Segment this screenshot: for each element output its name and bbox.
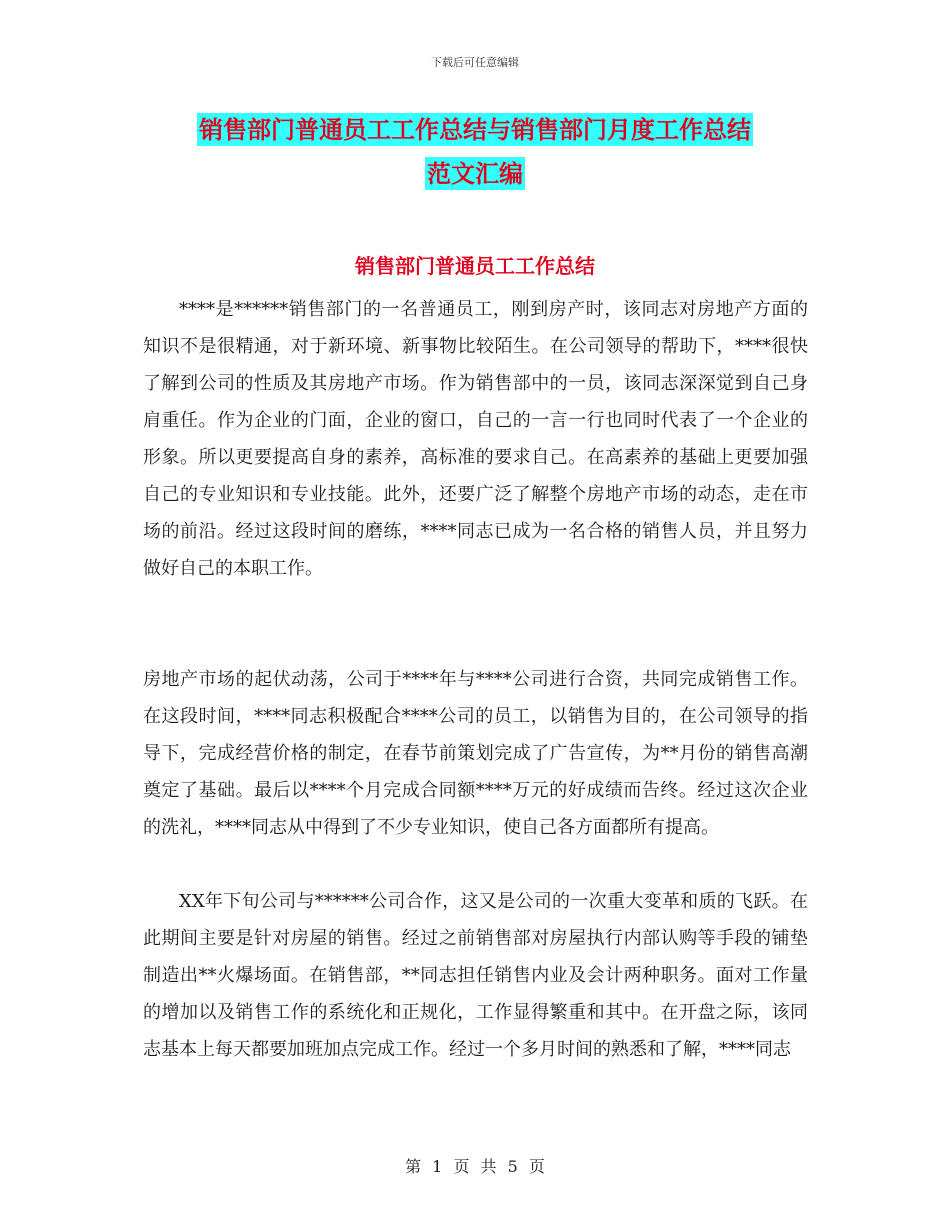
body-paragraph-3: XX年下旬公司与******公司合作，这又是公司的一次重大变革和质的飞跃。在此期间主要是针对房屋的销售。经过之前销售部对房屋执行内部认购等手段的铺垫制造出**火爆场面。在销售部，**同志担任销售内业及会计两种职务。面对工作量的增加以及销售工作的系统化和正规化，工作显得繁重和其中。在开盘之际，该同志基本上每天都要加班加点完成工作。经过一个多月时间的熟悉和了解，****同志 (143, 891, 808, 1060)
body-paragraph-1: ****是******销售部门的一名普通员工，刚到房产时，该同志对房地产方面的知识不是很精通，对于新环境、新事物比较陌生。在公司领导的帮助下，****很快了解到公司的性质及其房地产市场。作为销售部中的一员，该同志深深觉到自己身肩重任。作为企业的门面，企业的窗口，自己的一言一行也同时代表了一个企业的形象。所以更要提高自身的素养，高标准的要求自己。在高素养的基础上更要加强自己的专业知识和专业技能。此外，还要广泛了解整个房地产市场的动态，走在市场的前沿。经过这段时间的磨练，****同志已成为一名合格的销售人员，并且努力做好自己的本职工作。 (143, 299, 808, 579)
document-title-line-1 (145, 115, 805, 145)
page-footer-indicator: 第 1 页 共 5 页 (405, 1157, 545, 1176)
body-paragraph-2: 房地产市场的起伏动荡，公司于****年与****公司进行合资，共同完成销售工作。在这段时间，****同志积极配合****公司的员工，以销售为目的，在公司领导的指导下，完成经营价格的制定，在春节前策划完成了广告宣传，为**月份的销售高潮奠定了基础。最后以****个月完成合同额****万元的好成绩而告终。经过这次企业的洗礼，****同志从中得到了不少专业知识，使自己各方面都所有提高。 (143, 669, 808, 838)
page-header-note: 下载后可任意编辑 (431, 56, 519, 69)
section-title: 销售部门普通员工工作总结 (355, 254, 595, 278)
document-title-line-2-text: 范文汇编 (427, 159, 523, 188)
document-title-line-1-text: 销售部门普通员工工作总结与销售部门月度工作总结 (199, 115, 751, 144)
document-title-line-2 (145, 159, 805, 189)
